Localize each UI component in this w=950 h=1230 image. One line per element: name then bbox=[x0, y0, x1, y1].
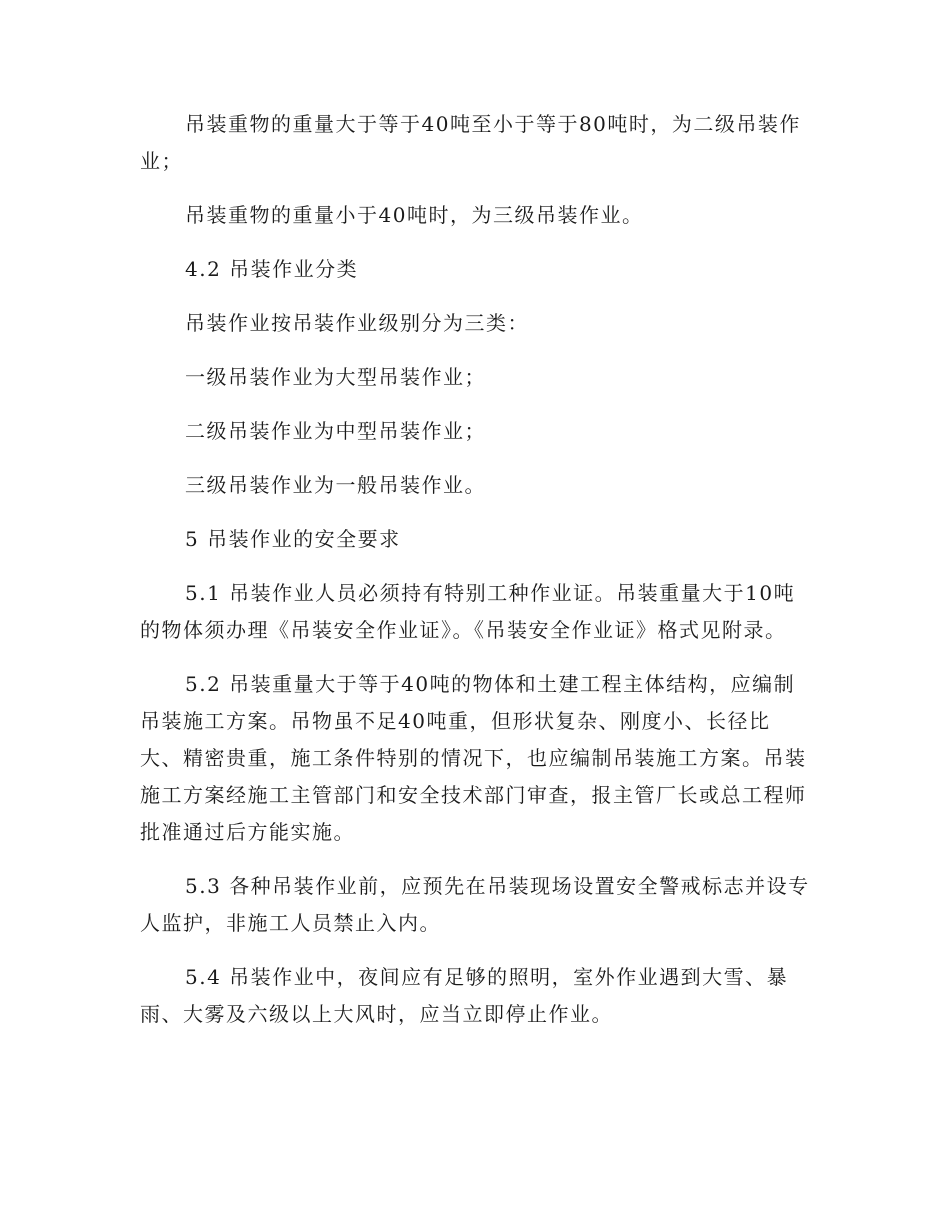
section-heading-4-2: 4.2 吊装作业分类 bbox=[185, 257, 359, 281]
paragraph-classification-intro: 吊装作业按吊装作业级别分为三类： bbox=[185, 311, 529, 335]
paragraph-level2-lifting: 吊装重物的重量大于等于40吨至小于等于80吨时，为二级吊装作业； bbox=[140, 112, 801, 173]
paragraph-class-1: 一级吊装作业为大型吊装作业； bbox=[185, 365, 486, 389]
section-heading-5: 5 吊装作业的安全要求 bbox=[185, 527, 401, 551]
paragraph-class-3: 三级吊装作业为一般吊装作业。 bbox=[185, 473, 486, 497]
paragraph-5-1: 5.1 吊装作业人员必须持有特别工种作业证。吊装重量大于10吨的物体须办理《吊装安全作业证》。《吊装安全作业证》格式见附录。 bbox=[140, 581, 796, 642]
paragraph-class-2: 二级吊装作业为中型吊装作业； bbox=[185, 419, 486, 443]
paragraph-level3-lifting: 吊装重物的重量小于40吨时，为三级吊装作业。 bbox=[185, 203, 644, 227]
paragraph-5-4: 5.4 吊装作业中，夜间应有足够的照明，室外作业遇到大雪、暴雨、大雾及六级以上大风时，应当立即停止作业。 bbox=[140, 965, 789, 1026]
paragraph-5-3: 5.3 各种吊装作业前，应预先在吊装现场设置安全警戒标志并设专人监护，非施工人员禁止入内。 bbox=[140, 874, 810, 935]
paragraph-5-2: 5.2 吊装重量大于等于40吨的物体和土建工程主体结构，应编制吊装施工方案。吊物虽不足40吨重，但形状复杂、刚度小、长径比大、精密贵重，施工条件特别的情况下，也应编制吊装施工方案。吊装施工方案经施工主管部门和安全技术部门审查，报主管厂长或总工程师批准通过后方能实施。 bbox=[140, 672, 807, 844]
